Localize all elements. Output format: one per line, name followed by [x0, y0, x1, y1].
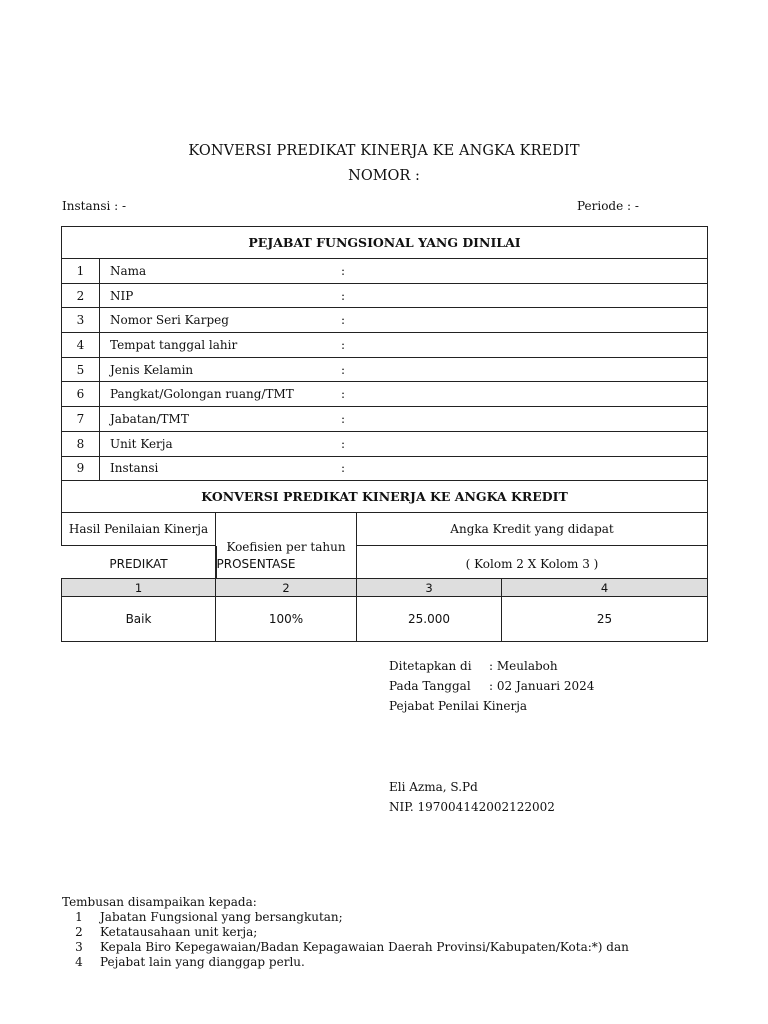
predikat-value: Baik	[62, 597, 216, 642]
row-value	[357, 431, 708, 456]
pejabat-row	[62, 259, 708, 284]
row-number: 4	[62, 333, 100, 358]
row-label: Nomor Seri Karpeg :	[100, 308, 357, 333]
column-index: 2	[216, 579, 357, 597]
row-label: Unit Kerja :	[100, 431, 357, 456]
pejabat-heading: PEJABAT FUNGSIONAL YANG DINILAI	[62, 227, 708, 259]
row-label: Pangkat/Golongan ruang/TMT :	[100, 382, 357, 407]
tembusan-heading: Tembusan disampaikan kepada:	[62, 895, 257, 909]
row-number: 1	[62, 259, 100, 284]
konversi-heading: KONVERSI PREDIKAT KINERJA KE ANGKA KREDIT	[62, 481, 708, 513]
row-number: 2	[62, 283, 100, 308]
row-value	[357, 259, 708, 284]
row-value	[357, 357, 708, 382]
document-title: KONVERSI PREDIKAT KINERJA KE ANGKA KREDIT	[188, 143, 580, 159]
pejabat-row	[62, 431, 708, 456]
row-value	[357, 382, 708, 407]
assessment-table: PEJABAT FUNGSIONAL YANG DINILAI 1 Nama : 2 NIP : 3 Nomor Seri Karpeg : 4 Tempat tanggal lahir : 5 Jenis Kelamin : 6 Pangkat/Golongan ruang/TMT : 7 Jabatan/TMT : 8 Unit Kerja : 9 Instansi : KONVERSI PREDIKAT KINERJA KE ANGKA KREDIT Hasil Penilaian Kinerja Koefisien per tahun Angka Kredit yang didapat PREDIKAT PROSENTASE ( Kolom 2 X Kolom 3 )	[61, 226, 708, 582]
signer-title: Pejabat Penilai Kinerja	[389, 699, 528, 713]
row-label: Jabatan/TMT :	[100, 407, 357, 432]
pejabat-row	[62, 456, 708, 481]
column-index: 3	[357, 579, 502, 597]
pejabat-row	[62, 283, 708, 308]
signer-nip: NIP. 197004142002122002	[389, 800, 555, 814]
list-item: 2 Ketatausahaan unit kerja;	[75, 925, 258, 939]
prosentase-value: 100%	[216, 597, 357, 642]
row-label: Instansi :	[100, 456, 357, 481]
instansi-label: Instansi : -	[62, 199, 127, 213]
table-row	[62, 597, 708, 642]
row-number: 7	[62, 407, 100, 432]
konversi-data-table	[61, 578, 708, 642]
hasil-penilaian-header: Hasil Penilaian Kinerja	[62, 513, 216, 546]
row-number: 3	[62, 308, 100, 333]
row-number: 6	[62, 382, 100, 407]
row-label: NIP :	[100, 283, 357, 308]
column-index: 1	[62, 579, 216, 597]
predikat-header: PREDIKAT	[62, 546, 217, 581]
row-value	[357, 456, 708, 481]
kolom-formula: ( Kolom 2 X Kolom 3 )	[357, 546, 708, 582]
list-item: 3 Kepala Biro Kepegawaian/Badan Kepagawaian Daerah Provinsi/Kabupaten/Kota:*) dan	[75, 940, 629, 954]
column-index: 4	[502, 579, 708, 597]
row-value	[357, 283, 708, 308]
row-value	[357, 333, 708, 358]
row-label: Jenis Kelamin :	[100, 357, 357, 382]
signer-name: Eli Azma, S.Pd	[389, 780, 478, 794]
pejabat-row	[62, 333, 708, 358]
list-item: 4 Pejabat lain yang dianggap perlu.	[75, 955, 305, 969]
pejabat-row	[62, 308, 708, 333]
angka-kredit-header: Angka Kredit yang didapat	[357, 513, 708, 546]
koefisien-value: 25.000	[357, 597, 502, 642]
row-label: Nama :	[100, 259, 357, 284]
row-number: 9	[62, 456, 100, 481]
list-item: 1 Jabatan Fungsional yang bersangkutan;	[75, 910, 343, 924]
row-label: Tempat tanggal lahir :	[100, 333, 357, 358]
pejabat-row	[62, 407, 708, 432]
koefisien-header: Koefisien per tahun	[216, 513, 357, 582]
row-value	[357, 407, 708, 432]
row-value	[357, 308, 708, 333]
pejabat-row	[62, 357, 708, 382]
tanggal-line: Pada Tanggal : 02 Januari 2024	[389, 679, 595, 693]
periode-label: Periode : -	[577, 199, 639, 213]
row-number: 5	[62, 357, 100, 382]
pejabat-row	[62, 382, 708, 407]
row-number: 8	[62, 431, 100, 456]
ditetapkan-line: Ditetapkan di : Meulaboh	[389, 659, 558, 673]
document-number: NOMOR :	[348, 168, 420, 184]
angka-kredit-value: 25	[502, 597, 708, 642]
